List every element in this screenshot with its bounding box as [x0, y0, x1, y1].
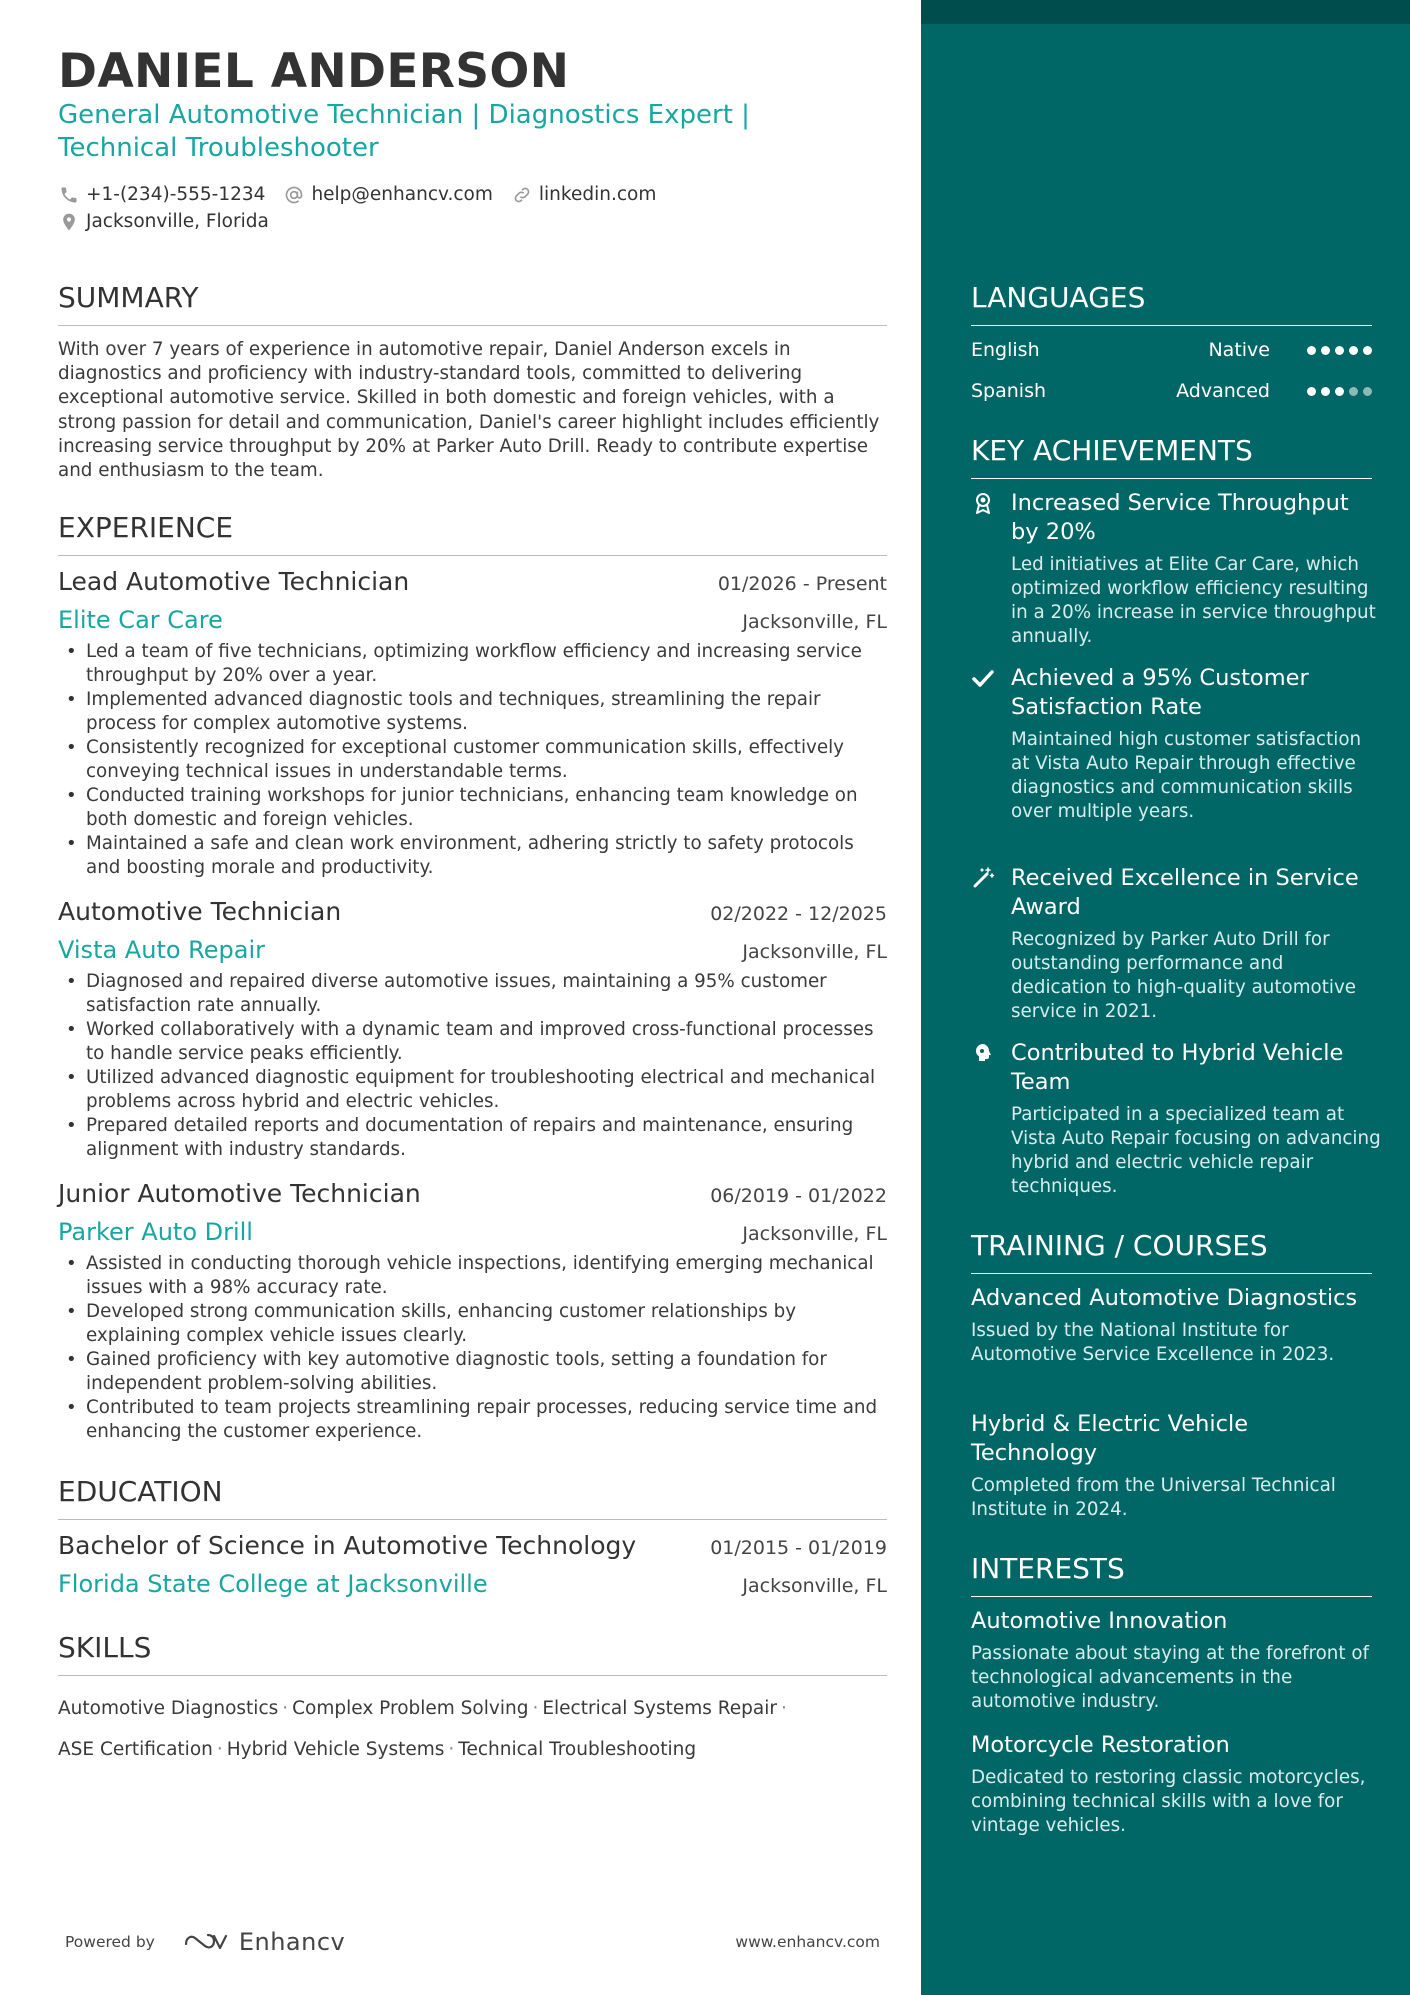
award-icon [971, 491, 997, 517]
job-entry [58, 896, 887, 1162]
rating-dot [1349, 346, 1358, 355]
bullet-item: • Prepared detailed reports and documentation of repairs and maintenance, ensuring alignment with industry standards. [58, 1114, 887, 1162]
bullet-item: • Gained proficiency with key automotive diagnostic tools, setting a foundation for independent problem-solving abilities. [58, 1348, 887, 1396]
at-icon [283, 184, 305, 206]
achievement-title: Achieved a 95% Customer Satisfaction Rate [1011, 665, 1309, 720]
interest-title: Automotive Innovation [971, 1608, 1228, 1634]
skill-separator: · [532, 1698, 539, 1719]
skill-separator: · [216, 1739, 223, 1760]
interest-item [971, 1607, 1372, 1714]
rating-dot [1363, 387, 1372, 396]
candidate-name: DANIEL ANDERSON [58, 44, 570, 99]
achievement-item [971, 489, 1381, 649]
interest-desc: Passionate about staying at the forefront of technological advancements in the automotive industry. [971, 1643, 1369, 1712]
brain-icon [971, 1041, 997, 1067]
skill-item: Technical Troubleshooting [458, 1739, 697, 1760]
achievement-title: Contributed to Hybrid Vehicle Team [1011, 1040, 1344, 1095]
language-name: English [971, 339, 1040, 361]
job-company: Elite Car Care [58, 606, 223, 634]
job-entry [58, 566, 887, 880]
bullet-item: • Utilized advanced diagnostic equipment for troubleshooting electrical and mechanical problems across hybrid and electric vehicles. [58, 1066, 887, 1114]
skill-separator: · [448, 1739, 455, 1760]
bullet-item: • Contributed to team projects streamlining repair processes, reducing service time and enhancing the customer experience. [58, 1396, 887, 1444]
rating-dot [1307, 387, 1316, 396]
course-title: Advanced Automotive Diagnostics [971, 1285, 1358, 1311]
location-text: Jacksonville, Florida [86, 211, 269, 232]
rating-dot [1363, 346, 1372, 355]
skill-item: Electrical Systems Repair [542, 1698, 777, 1719]
link-icon [511, 184, 533, 206]
course-item [971, 1410, 1372, 1522]
rating-dot [1335, 387, 1344, 396]
rating-dot [1321, 346, 1330, 355]
candidate-headline: General Automotive Technician | Diagnostics Expert | Technical Troubleshooter [58, 100, 750, 163]
bullet-item: • Consistently recognized for exceptional customer communication skills, effectively conveying technical issues in understandable terms. [58, 736, 887, 784]
interest-title: Motorcycle Restoration [971, 1732, 1230, 1758]
sidebar-column [921, 0, 1410, 1995]
experience-heading: EXPERIENCE [58, 511, 887, 556]
language-rating [1302, 387, 1372, 396]
languages-heading: LANGUAGES [971, 281, 1372, 326]
phone-icon [58, 184, 80, 206]
bullet-item: • Implemented advanced diagnostic tools and techniques, streamlining the repair process for complex automotive systems. [58, 688, 887, 736]
bullet-item: • Led a team of five technicians, optimizing workflow efficiency and increasing service throughput by 20% over a year. [58, 640, 887, 688]
rating-dot [1349, 387, 1358, 396]
skill-separator: · [781, 1698, 787, 1719]
skill-separator: · [282, 1698, 289, 1719]
brand-name: Enhancv [238, 1928, 346, 1956]
job-title: Junior Automotive Technician [58, 1179, 421, 1208]
training-heading: TRAINING / COURSES [971, 1229, 1372, 1274]
education-date: 01/2015 - 01/2019 [710, 1537, 887, 1559]
job-date: 01/2026 - Present [717, 573, 887, 595]
rating-dot [1321, 387, 1330, 396]
bullet-item: • Maintained a safe and clean work environment, adhering strictly to safety protocols and boosting morale and productivity. [58, 832, 887, 880]
footer-brand[interactable] [65, 1928, 345, 1956]
rating-dot [1335, 346, 1344, 355]
language-rating [1302, 346, 1372, 355]
job-location: Jacksonville, FL [742, 1223, 887, 1245]
job-bullets [58, 640, 887, 880]
magic-wand-icon [971, 866, 997, 892]
contact-info [58, 181, 887, 235]
rating-dot [1307, 346, 1316, 355]
education-heading: EDUCATION [58, 1475, 887, 1520]
language-row [971, 335, 1372, 365]
phone-text: +1-(234)-555-1234 [86, 184, 266, 205]
language-name: Spanish [971, 380, 1047, 402]
job-date: 06/2019 - 01/2022 [710, 1185, 887, 1207]
job-title: Lead Automotive Technician [58, 567, 410, 596]
job-location: Jacksonville, FL [742, 941, 887, 963]
education-entry [58, 1530, 887, 1600]
job-location: Jacksonville, FL [742, 611, 887, 633]
footer-website-link[interactable]: www.enhancv.com [735, 1933, 880, 1951]
contact-phone[interactable] [58, 181, 265, 208]
achievement-title: Increased Service Throughput by 20% [1011, 490, 1349, 545]
contact-row-1 [58, 181, 887, 208]
job-company: Vista Auto Repair [58, 936, 265, 964]
skill-item: Hybrid Vehicle Systems [226, 1739, 445, 1760]
school-name: Florida State College at Jacksonville [58, 1570, 488, 1598]
achievement-desc: Participated in a specialized team at Vista Auto Repair focusing on advancing hybrid and electric vehicle repair techniques. [1011, 1104, 1381, 1197]
interest-desc: Dedicated to restoring classic motorcycles, combining technical skills with a love for vintage vehicles. [971, 1767, 1366, 1836]
language-level: Native [1208, 339, 1270, 361]
course-desc: Completed from the Universal Technical Institute in 2024. [971, 1475, 1336, 1520]
job-entry [58, 1178, 887, 1444]
skills-list [58, 1688, 858, 1770]
check-icon [971, 666, 997, 692]
job-title: Automotive Technician [58, 897, 342, 926]
achievement-item [971, 1039, 1381, 1199]
contact-row-2 [58, 208, 887, 235]
job-bullets [58, 970, 887, 1162]
achievement-item [971, 864, 1381, 1024]
contact-email[interactable] [283, 181, 492, 208]
skill-item: Automotive Diagnostics [58, 1698, 279, 1719]
language-row [971, 376, 1372, 406]
course-item [971, 1284, 1372, 1367]
bullet-item: • Diagnosed and repaired diverse automotive issues, maintaining a 95% customer satisfaction rate annually. [58, 970, 887, 1018]
location-pin-icon [58, 211, 80, 233]
bullet-item: • Developed strong communication skills, enhancing customer relationships by explaining complex vehicle issues clearly. [58, 1300, 887, 1348]
achievement-desc: Recognized by Parker Auto Drill for outstanding performance and dedication to high-quality automotive service in 2021. [1011, 929, 1357, 1022]
achievements-heading: KEY ACHIEVEMENTS [971, 434, 1372, 479]
contact-location [58, 208, 269, 235]
achievement-title: Received Excellence in Service Award [1011, 865, 1359, 920]
email-text: help@enhancv.com [311, 184, 493, 205]
skill-item: Complex Problem Solving [292, 1698, 529, 1719]
linkedin-text: linkedin.com [538, 184, 657, 205]
course-title: Hybrid & Electric Vehicle Technology [971, 1411, 1249, 1466]
job-company: Parker Auto Drill [58, 1218, 253, 1246]
achievement-desc: Led initiatives at Elite Car Care, which optimized workflow efficiency resulting in a 20% increase in service throughput annually. [1011, 554, 1376, 647]
course-desc: Issued by the National Institute for Automotive Service Excellence in 2023. [971, 1320, 1335, 1365]
school-location: Jacksonville, FL [742, 1575, 887, 1597]
interests-heading: INTERESTS [971, 1552, 1372, 1597]
summary-text: With over 7 years of experience in automotive repair, Daniel Anderson excels in diagnostics and proficiency with industry-standard tools, committed to delivering exceptional automotive service. Skilled in both domestic and foreign vehicles, with a strong passion for detail and communication, Daniel's career highlight includes efficiently increasing service throughput by 20% at Parker Auto Drill. Ready to contribute expertise and enthusiasm to the team. [58, 339, 880, 482]
skill-item: ASE Certification [58, 1739, 213, 1760]
degree-title: Bachelor of Science in Automotive Technology [58, 1531, 637, 1560]
bullet-item: • Assisted in conducting thorough vehicle inspections, identifying emerging mechanical issues with a 98% accuracy rate. [58, 1252, 887, 1300]
contact-linkedin[interactable] [511, 181, 656, 208]
bullet-item: • Conducted training workshops for junior technicians, enhancing team knowledge on both domestic and foreign vehicles. [58, 784, 887, 832]
bullet-item: • Worked collaboratively with a dynamic team and improved cross-functional processes to handle service peaks efficiently. [58, 1018, 887, 1066]
skills-heading: SKILLS [58, 1631, 887, 1676]
job-date: 02/2022 - 12/2025 [710, 903, 887, 925]
language-level: Advanced [1176, 380, 1270, 402]
summary-heading: SUMMARY [58, 281, 887, 326]
enhancv-logo-icon [183, 1930, 229, 1954]
powered-by-text: Powered by [65, 1933, 155, 1951]
achievement-item [971, 664, 1381, 824]
footer [65, 1928, 880, 1956]
sidebar-top-band [921, 0, 1410, 24]
interest-item [971, 1731, 1372, 1838]
job-bullets [58, 1252, 887, 1444]
achievement-desc: Maintained high customer satisfaction at Vista Auto Repair through effective diagnostics and communication skills over multiple years. [1011, 729, 1362, 822]
